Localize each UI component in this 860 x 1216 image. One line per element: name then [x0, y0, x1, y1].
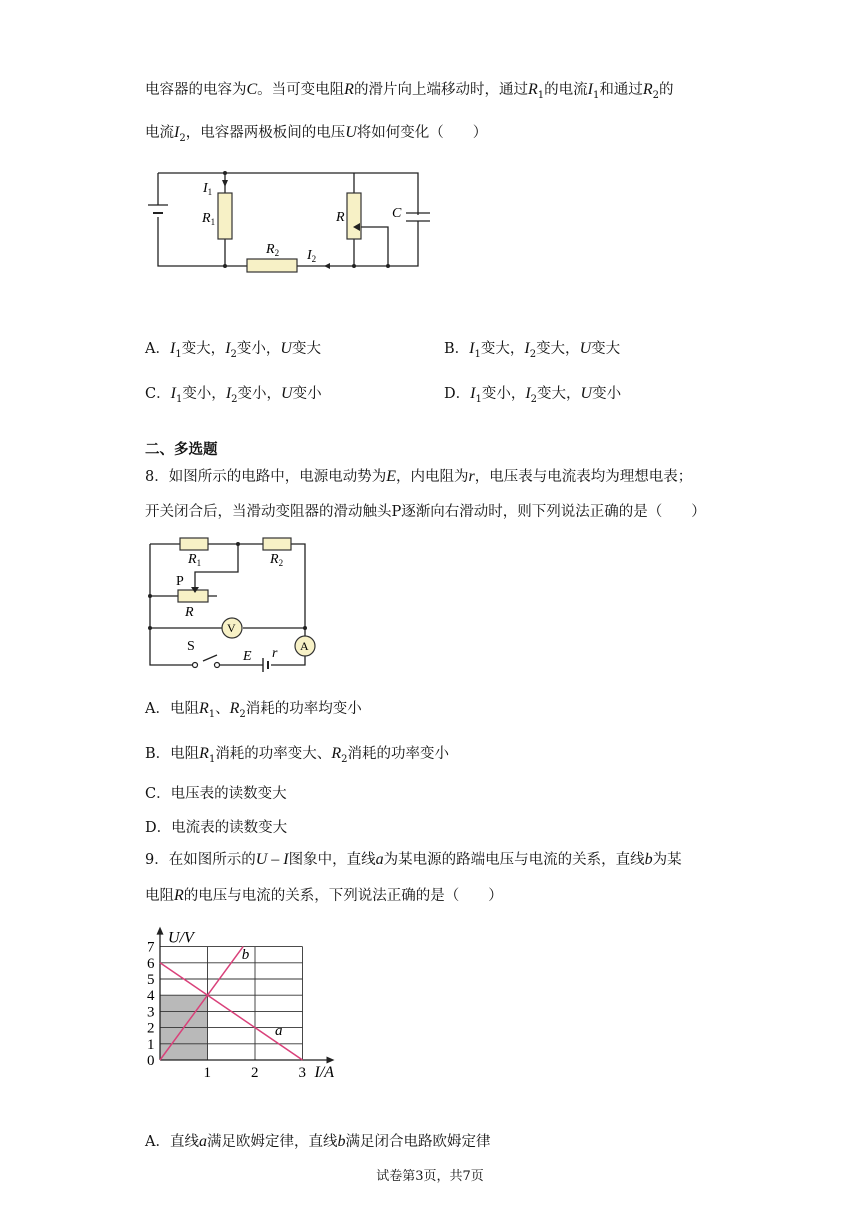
q8-option-b[interactable]: B．电阻$R_1$消耗的功率变大、$R_2$消耗的功率变小: [145, 745, 449, 765]
x-axis-arrow: [327, 1057, 335, 1064]
q7-fig-label-c: C: [392, 206, 402, 221]
x-tick-label: 3: [298, 1065, 306, 1081]
q8-fig-label-r: R: [185, 605, 194, 620]
q8-text-line-2: 开关闭合后，当滑动变阻器的滑动触头P逐渐向右滑动时，则下列说法正确的是（ ）: [145, 504, 706, 520]
y-axis-arrow: [157, 927, 164, 935]
q8-option-c[interactable]: C．电压表的读数变大: [145, 786, 287, 802]
y-tick-label: 0: [147, 1053, 155, 1069]
q7-option-b[interactable]: B．$I_1$变大，$I_2$变大，U变大: [444, 340, 621, 360]
q8-fig-label-r1: $R_1$: [188, 552, 202, 568]
q8-fig-label-r-internal: r: [272, 646, 278, 661]
q8-option-a[interactable]: A．电阻$R_1$、$R_2$消耗的功率均变小: [145, 700, 362, 720]
q8-fig-label-r2: $R_2$: [270, 552, 284, 568]
q7-fig-label-r1: $R_1$: [202, 211, 216, 227]
q8-fig-label-p: P: [176, 574, 184, 589]
y-tick-label: 5: [147, 972, 155, 988]
q7-option-d[interactable]: D．$I_1$变小，$I_2$变大，U变小: [444, 385, 622, 405]
q7-fig-label-i2: $I_2$: [307, 248, 317, 264]
q8-ammeter-label: A: [300, 639, 309, 653]
q7-fig-label-i1: $I_1$: [203, 181, 213, 197]
q9-option-a[interactable]: A．直线a满足欧姆定律，直线b满足闭合电路欧姆定律: [145, 1133, 491, 1150]
y-tick-label: 3: [147, 1004, 155, 1021]
y-tick-label: 1: [147, 1036, 155, 1053]
y-axis-label: U/V: [168, 929, 194, 947]
q7-text-line-2: 电流$I_2$，电容器两极板间的电压U将如何变化（ ）: [145, 124, 488, 144]
q8-option-d[interactable]: D．电流表的读数变大: [145, 820, 288, 836]
y-tick-label: 6: [147, 955, 155, 972]
q8-circuit-diagram: [145, 535, 325, 675]
q9-ui-chart: [140, 920, 350, 1080]
y-tick-label: 4: [147, 988, 155, 1005]
q8-fig-label-s: S: [187, 639, 195, 654]
q7-text-line-1: 电容器的电容为C。当可变电阻R的滑片向上端移动时，通过$R_1$的电流$I_1$和通过$R_2$的: [145, 81, 674, 101]
q8-voltmeter-label: V: [227, 621, 236, 635]
q8-text-line-1: 8．如图所示的电路中，电源电动势为E，内电阻为r，电压表与电流表均为理想电表；: [145, 468, 693, 485]
q9-text-line-2: 电阻R的电压与电流的关系，下列说法正确的是（ ）: [145, 887, 503, 904]
q7-option-a[interactable]: A．$I_1$变大，$I_2$变小，U变大: [145, 340, 321, 360]
q7-circuit-diagram: [150, 165, 450, 275]
x-tick-label: 1: [203, 1065, 211, 1081]
y-tick-label: 7: [147, 939, 155, 956]
q8-fig-label-e: E: [243, 649, 252, 664]
series-label-a: a: [274, 1022, 283, 1039]
x-tick-label: 2: [251, 1065, 259, 1081]
x-axis-label: I/A: [314, 1064, 335, 1081]
q7-fig-label-r2: $R_2$: [266, 242, 280, 258]
section-title-multiple-choice: 二、多选题: [145, 441, 218, 458]
q7-option-c[interactable]: C．$I_1$变小，$I_2$变小，U变小: [145, 385, 322, 405]
y-tick-label: 2: [147, 1020, 155, 1037]
page-footer: 试卷第3页，共7页: [376, 1169, 484, 1184]
series-label-b: b: [241, 946, 250, 963]
q7-fig-label-r: R: [336, 210, 345, 225]
q9-text-line-1: 9．在如图所示的U – I图象中，直线a为某电源的路端电压与电流的关系，直线b为某: [145, 851, 682, 868]
